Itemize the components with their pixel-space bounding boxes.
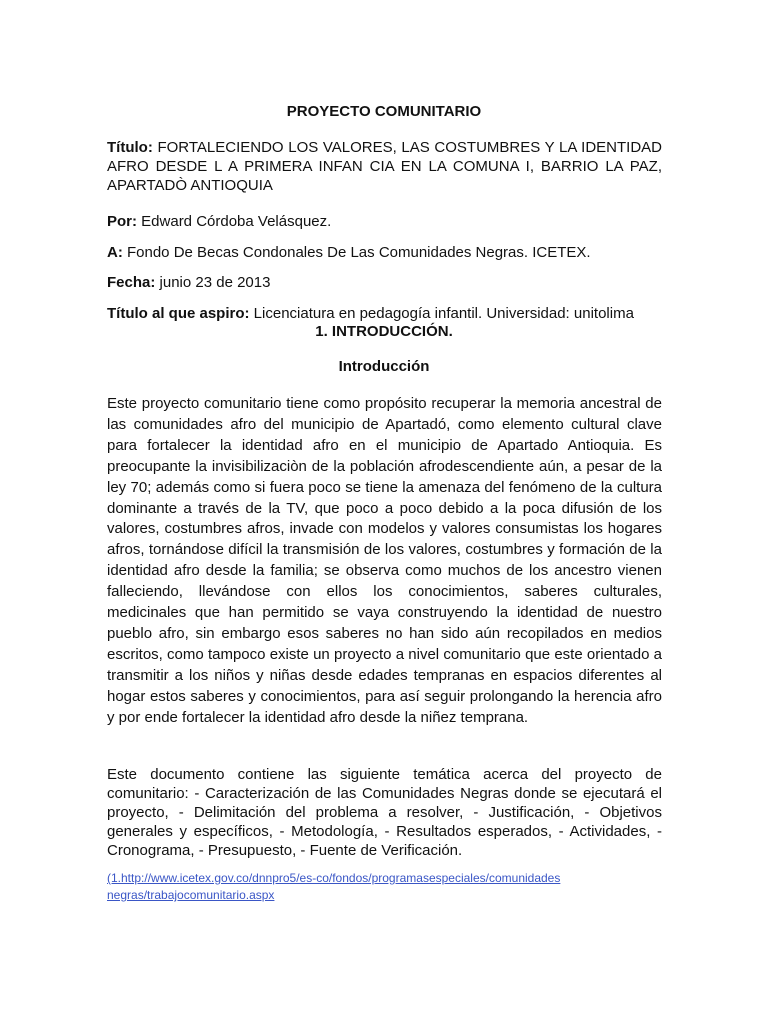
author-field — [107, 212, 662, 231]
title-value: FORTALECIENDO LOS VALORES, LAS COSTUMBRES Y LA IDENTIDAD AFRO DESDE L A PRIMERA INFAN CIA EN LA COMUNA I, BARRIO LA PAZ, APARTADÒ ANTIOQUIA — [107, 139, 662, 194]
recipient-field — [107, 243, 662, 262]
author-label: Por: — [107, 213, 137, 230]
section-heading: 1. INTRODUCCIÓN. — [315, 323, 453, 340]
recipient-value: Fondo De Becas Condonales De Las Comunidades Negras. ICETEX. — [122, 244, 591, 261]
introduction-paragraph: Este proyecto comunitario tiene como propósito recuperar la memoria ancestral de las comunidades afro del municipio de Apartadó, como elemento cultural clave para fortalecer la identidad afro en el municipio de Apartado Antioquia. Es preocupante la invisibilizaciòn de la población afrodescendiente aún, a pesar de la ley 70; además como si fuera poco se tiene la amenaza del fenómeno de la cultura dominante a través de la TV, que poco a poco debido a la poca difusión de los valores, costumbres afros, invade con modelos y valores consumistas los hogares afros, tornándose difícil la transmisión de los valores, costumbres y formación de la identidad afro desde la familia; se observa como muchos de los ancestro vienen falleciendo, llevándose con ellos los conocimientos, saberes culturales, medicinales que han permitido se vaya construyendo la identidad de nuestro pueblo afro, sin embargo esos saberes no han sido aún recopilados en medios escritos, como tampoco existe un proyecto a nivel comunitario que este orientado a transmitir a los niños y niñas desde edades tempranas en espacios diferentes al hogar estos saberes y conocimientos, para así seguir prolongando la herencia afro y por ende fortalecer la identidad afro desde la niñez temprana. — [107, 395, 662, 726]
subsection-heading: Introducción — [338, 358, 430, 375]
document-title: PROYECTO COMUNITARIO — [286, 103, 482, 120]
degree-field — [107, 304, 662, 323]
footnote-link[interactable]: (1.http://www.icetex.gov.co/dnnpro5/es-co/fondos/programasespeciales/comunidadesnegras/trabajocomunitario.aspx — [107, 871, 561, 902]
date-value: junio 23 de 2013 — [155, 274, 271, 291]
degree-value: Licenciatura en pedagogía infantil. Universidad: unitolima — [249, 305, 634, 322]
degree-label: Título al que aspiro: — [107, 305, 250, 322]
date-field — [107, 273, 662, 292]
title-field — [107, 138, 662, 195]
date-label: Fecha: — [107, 274, 156, 291]
title-label: Título: — [107, 139, 153, 156]
author-value: Edward Córdoba Velásquez. — [137, 213, 332, 230]
contents-paragraph: Este documento contiene las siguiente temática acerca del proyecto de comunitario: - Caracterización de las Comunidades Negras donde se ejecutará el proyecto, - Delimitación del problema a resolver, - Justificación, - Objetivos generales y específicos, - Metodología, - Resultados esperados, - Actividades, - Cronograma, - Presupuesto, - Fuente de Verificación. — [107, 766, 662, 859]
recipient-label: A: — [107, 244, 123, 261]
